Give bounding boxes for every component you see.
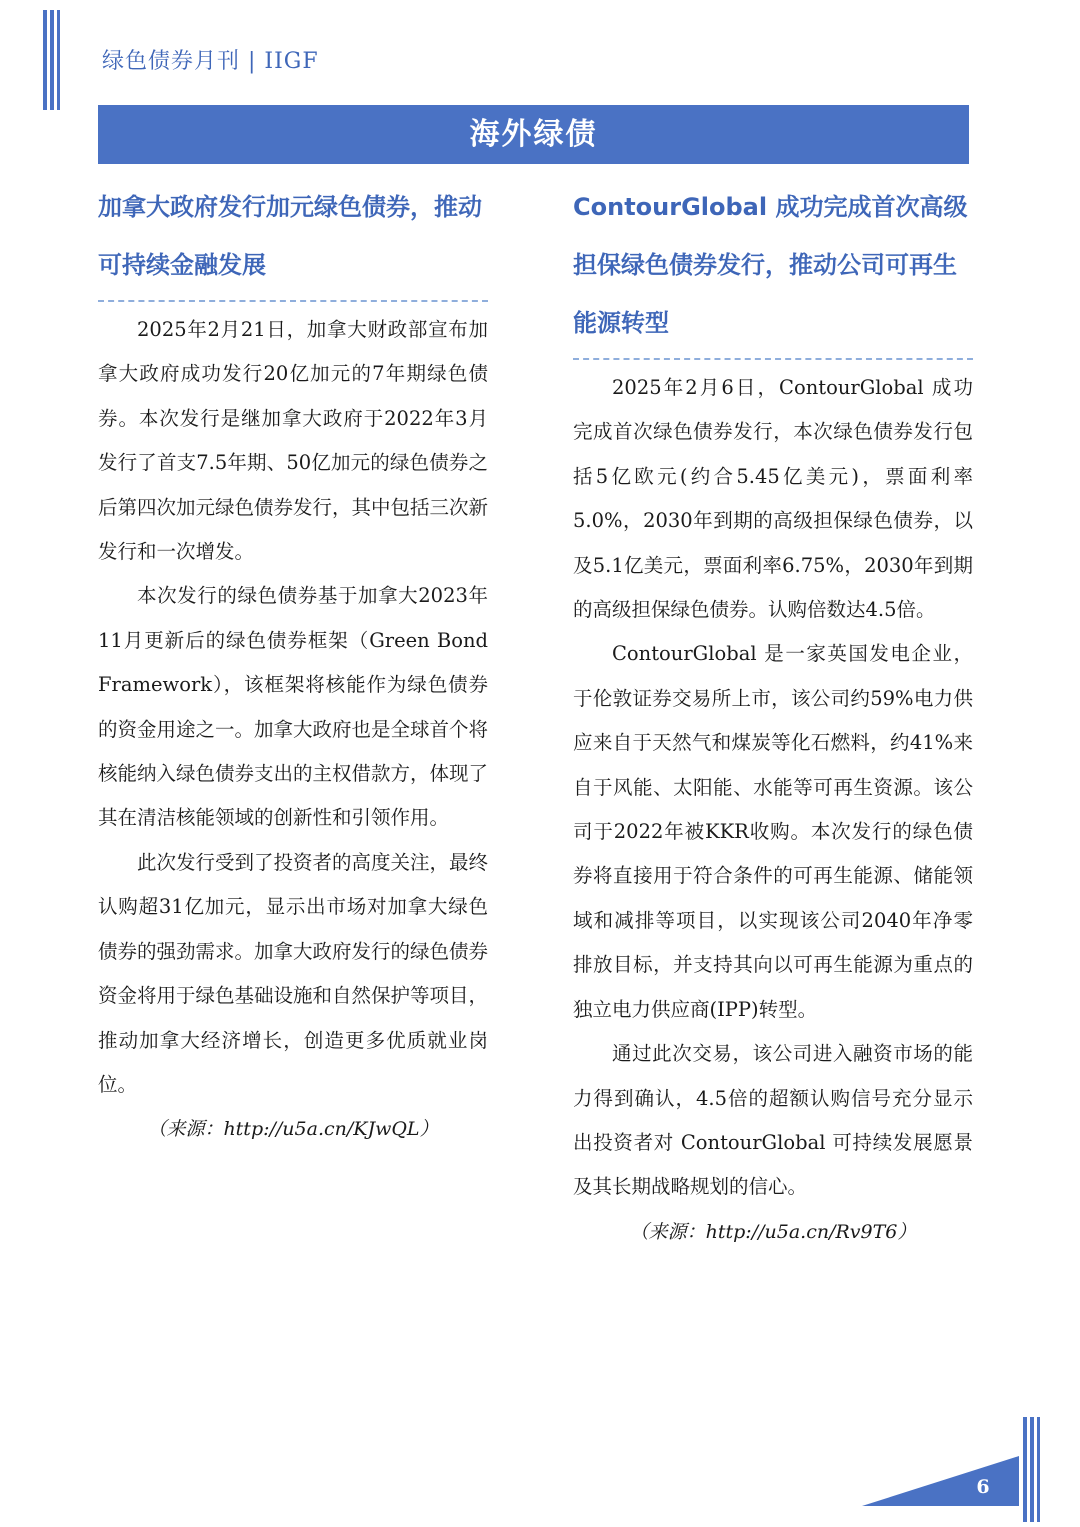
article-left — [98, 178, 488, 1151]
article-paragraph: 2025年2月21日，加拿大财政部宣布加拿大政府成功发行20亿加元的7年期绿色债券。本次发行是继加拿大政府于2022年3月发行了首支7.5年期、50亿加元的绿色债券之后第四次加元绿色债券发行，其中包括三次新发行和一次增发。 — [98, 318, 489, 564]
source-link[interactable]: （来源：http://u5a.cn/Rv9T6） — [629, 1220, 917, 1243]
article-paragraph: 通过此次交易，该公司进入融资市场的能力得到确认，4.5倍的超额认购信号充分显示出投资者对 ContourGlobal 可持续发展愿景及其长期战略规划的信心。 — [573, 1042, 973, 1199]
journal-title: 绿色债券月刊 | IIGF — [102, 49, 319, 74]
title-divider — [573, 358, 973, 360]
article-title: 加拿大政府发行加元绿色债券，推动可持续金融发展 — [98, 193, 482, 279]
article-paragraph: 本次发行的绿色债券基于加拿大2023年11月更新后的绿色债券框架（Green Bond Framework），该框架将核能作为绿色债券的资金用途之一。加拿大政府也是全球首个将核能纳入绿色债券支出的主权借款方，体现了其在清洁核能领域的创新性和引领作用。 — [98, 584, 489, 830]
title-divider — [98, 300, 488, 302]
footer-bar-1 — [1023, 1417, 1027, 1522]
header-bar-3 — [57, 10, 60, 110]
header-bar-2 — [50, 10, 54, 110]
article-paragraph: 2025年2月6日，ContourGlobal 成功完成首次绿色债券发行，本次绿色债券发行包括5亿欧元(约合5.45亿美元)，票面利率5.0%，2030年到期的高级担保绿色债券，以及5.1亿美元，票面利率6.75%，2030年到期的高级担保绿色债券。认购倍数达4.5倍。 — [573, 376, 973, 622]
source-link[interactable]: （来源：http://u5a.cn/KJwQL） — [147, 1118, 439, 1141]
footer-bar-3 — [1037, 1417, 1040, 1522]
page-number: 6 — [976, 1476, 990, 1498]
header-bar-1 — [43, 10, 47, 110]
article-paragraph: 此次发行受到了投资者的高度关注，最终认购超31亿加元，显示出市场对加拿大绿色债券的强劲需求。加拿大政府发行的绿色债券资金将用于绿色基础设施和自然保护等项目，推动加拿大经济增长，创造更多优质就业岗位。 — [98, 850, 489, 1096]
section-banner: 海外绿债 — [98, 105, 969, 164]
article-paragraph: ContourGlobal 是一家英国发电企业，于伦敦证券交易所上市，该公司约59%电力供应来自于天然气和煤炭等化石燃料，约41%来自于风能、太阳能、水能等可再生资源。该公司于2022年被KKR收购。本次发行的绿色债券将直接用于符合条件的可再生能源、储能领域和减排等项目，以实现该公司2040年净零排放目标，并支持其向以可再生能源为重点的独立电力供应商(IPP)转型。 — [573, 642, 973, 1021]
article-title: ContourGlobal 成功完成首次高级担保绿色债券发行，推动公司可再生能源转型 — [573, 193, 968, 337]
article-right — [573, 178, 973, 1254]
footer-bar-2 — [1030, 1417, 1034, 1522]
